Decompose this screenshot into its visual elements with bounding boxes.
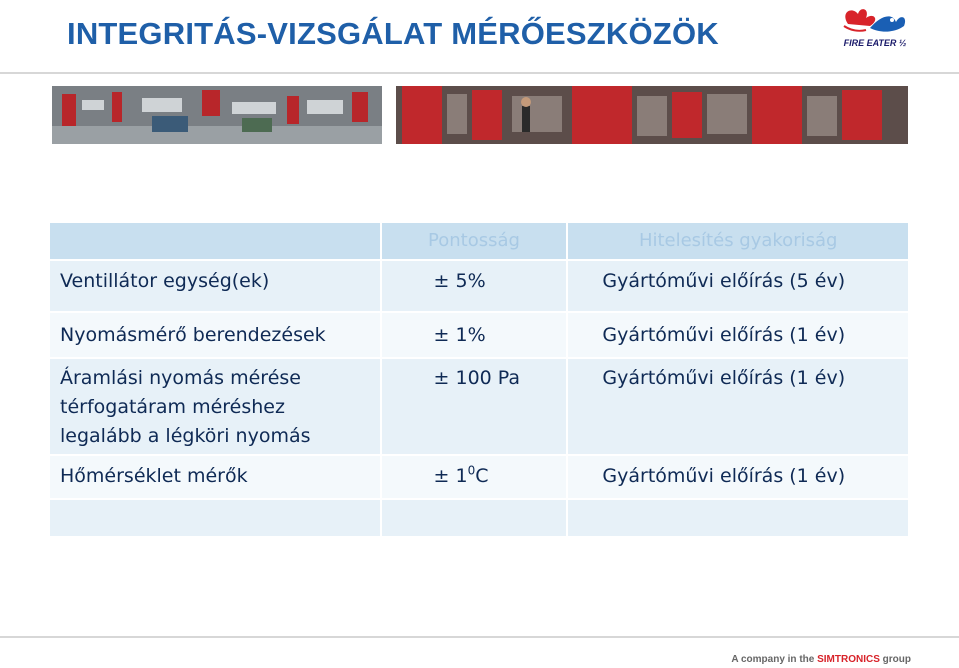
footer-suffix: group bbox=[879, 654, 911, 665]
accuracy-base: ± 1 bbox=[433, 465, 468, 487]
page-title: INTEGRITÁS-VIZSGÁLAT MÉRŐESZKÖZÖK bbox=[67, 16, 719, 51]
table-row bbox=[49, 455, 909, 499]
instrument-name: Nyomásmérő berendezések bbox=[49, 312, 381, 358]
instrument-name: Hőmérséklet mérők bbox=[49, 455, 381, 499]
accuracy-value: ± 1% bbox=[381, 312, 568, 358]
instrument-table bbox=[48, 221, 910, 538]
warehouse-banner-image bbox=[52, 86, 908, 144]
accuracy-unit: C bbox=[475, 465, 489, 487]
empty-cell bbox=[381, 499, 568, 537]
accuracy-value: ± 5% bbox=[381, 260, 568, 312]
fire-eater-logo bbox=[830, 2, 920, 52]
instrument-name-line: legalább a légköri nyomás bbox=[60, 425, 311, 447]
instrument-name: Ventillátor egység(ek) bbox=[49, 260, 381, 312]
footer-tagline bbox=[731, 654, 911, 665]
accuracy-value: ± 100 Pa bbox=[381, 358, 568, 455]
table-header-calibration: Hitelesítés gyakoriság bbox=[567, 222, 909, 260]
calibration-value: Gyártóművi előírás (5 év) bbox=[567, 260, 909, 312]
footer-prefix: A company in the bbox=[731, 654, 818, 665]
accuracy-value bbox=[381, 455, 568, 499]
header-divider bbox=[0, 72, 959, 74]
degree-superscript: 0 bbox=[467, 463, 476, 478]
calibration-value: Gyártóművi előírás (1 év) bbox=[567, 312, 909, 358]
table-row bbox=[49, 312, 909, 358]
table-header-cell bbox=[49, 222, 381, 260]
table-row-empty bbox=[49, 499, 909, 537]
instrument-name-line: térfogatáram méréshez bbox=[60, 396, 285, 418]
footer-divider bbox=[0, 636, 959, 638]
dragon-logo-icon bbox=[830, 2, 920, 38]
calibration-value: Gyártóművi előírás (1 év) bbox=[567, 455, 909, 499]
empty-cell bbox=[49, 499, 381, 537]
footer-brand: SIMTRONICS bbox=[817, 654, 880, 665]
table-row bbox=[49, 260, 909, 312]
instrument-name bbox=[49, 358, 381, 455]
instrument-name-line: Áramlási nyomás mérése bbox=[60, 367, 301, 389]
calibration-value: Gyártóművi előírás (1 év) bbox=[567, 358, 909, 455]
empty-cell bbox=[567, 499, 909, 537]
table-header-accuracy: Pontosság bbox=[381, 222, 568, 260]
logo-text: FIRE EATER ½ bbox=[843, 38, 907, 48]
table-header-row bbox=[49, 222, 909, 260]
table-row bbox=[49, 358, 909, 455]
